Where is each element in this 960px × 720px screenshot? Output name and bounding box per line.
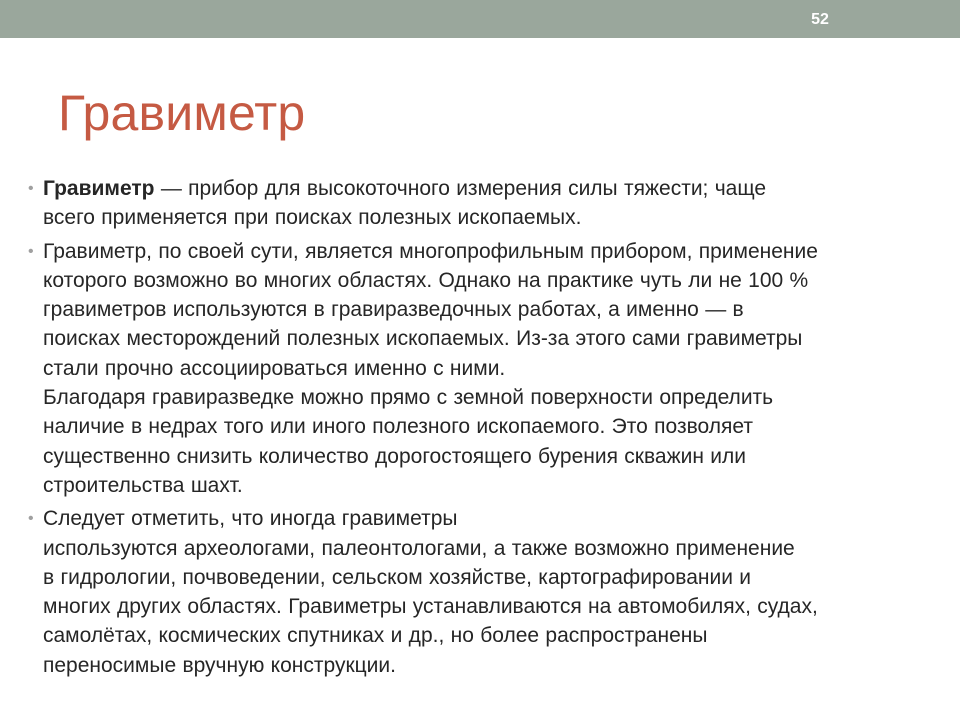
definition-text: — прибор для высокоточного измерения силы тяжести; чаще (154, 177, 767, 200)
bullet-line: используются археологами, палеонтологами, а также возможно применение (43, 536, 795, 560)
bullet-line: самолётах, космических спутниках и др., но более распространены (43, 624, 708, 648)
bullet-line: наличие в недрах того или иного полезного ископаемого. Это позволяет (43, 415, 753, 439)
bullet-line: стали прочно ассоциироваться именно с ними. (43, 356, 506, 380)
bullet-line: Следует отметить, что иногда гравиметры (43, 507, 458, 531)
slide-title: Гравиметр (58, 85, 306, 141)
bullet-line: всего применяется при поисках полезных ископаемых. (43, 206, 582, 230)
bullet-line: Благодаря гравиразведке можно прямо с земной поверхности определить (43, 386, 774, 410)
bullet-item-definition (26, 174, 936, 233)
bullet-line: которого возможно во многих областях. Однако на практике чуть ли не 100 % (43, 268, 809, 292)
bullet-item-other-uses (26, 504, 936, 680)
bullet-line: переносимые вручную конструкции. (43, 653, 396, 677)
bullet-line (43, 174, 936, 203)
defined-term: Гравиметр (43, 177, 155, 200)
slide-header-bar (0, 0, 960, 38)
bullet-line: многих других областях. Гравиметры устанавливаются на автомобилях, судах, (43, 595, 818, 619)
bullet-line: гравиметров используются в гравиразведочных работах, а именно — в (43, 298, 744, 322)
bullet-line: Гравиметр, по своей сути, является многопрофильным прибором, применение (43, 239, 818, 263)
bullet-line: в гидрологии, почвоведении, сельском хозяйстве, картографировании и (43, 565, 752, 589)
bullet-point-icon: • (28, 510, 34, 528)
bullet-item-applications (26, 237, 936, 501)
slide-number: 52 (811, 11, 829, 28)
slide-body (26, 174, 936, 680)
bullet-line: существенно снизить количество дорогостоящего бурения скважин или (43, 444, 746, 468)
bullet-line: поисках месторождений полезных ископаемых. Из-за этого сами гравиметры (43, 327, 803, 351)
bullet-point-icon: • (28, 242, 34, 260)
bullet-line: строительства шахт. (43, 473, 243, 497)
bullet-point-icon: • (28, 180, 34, 197)
